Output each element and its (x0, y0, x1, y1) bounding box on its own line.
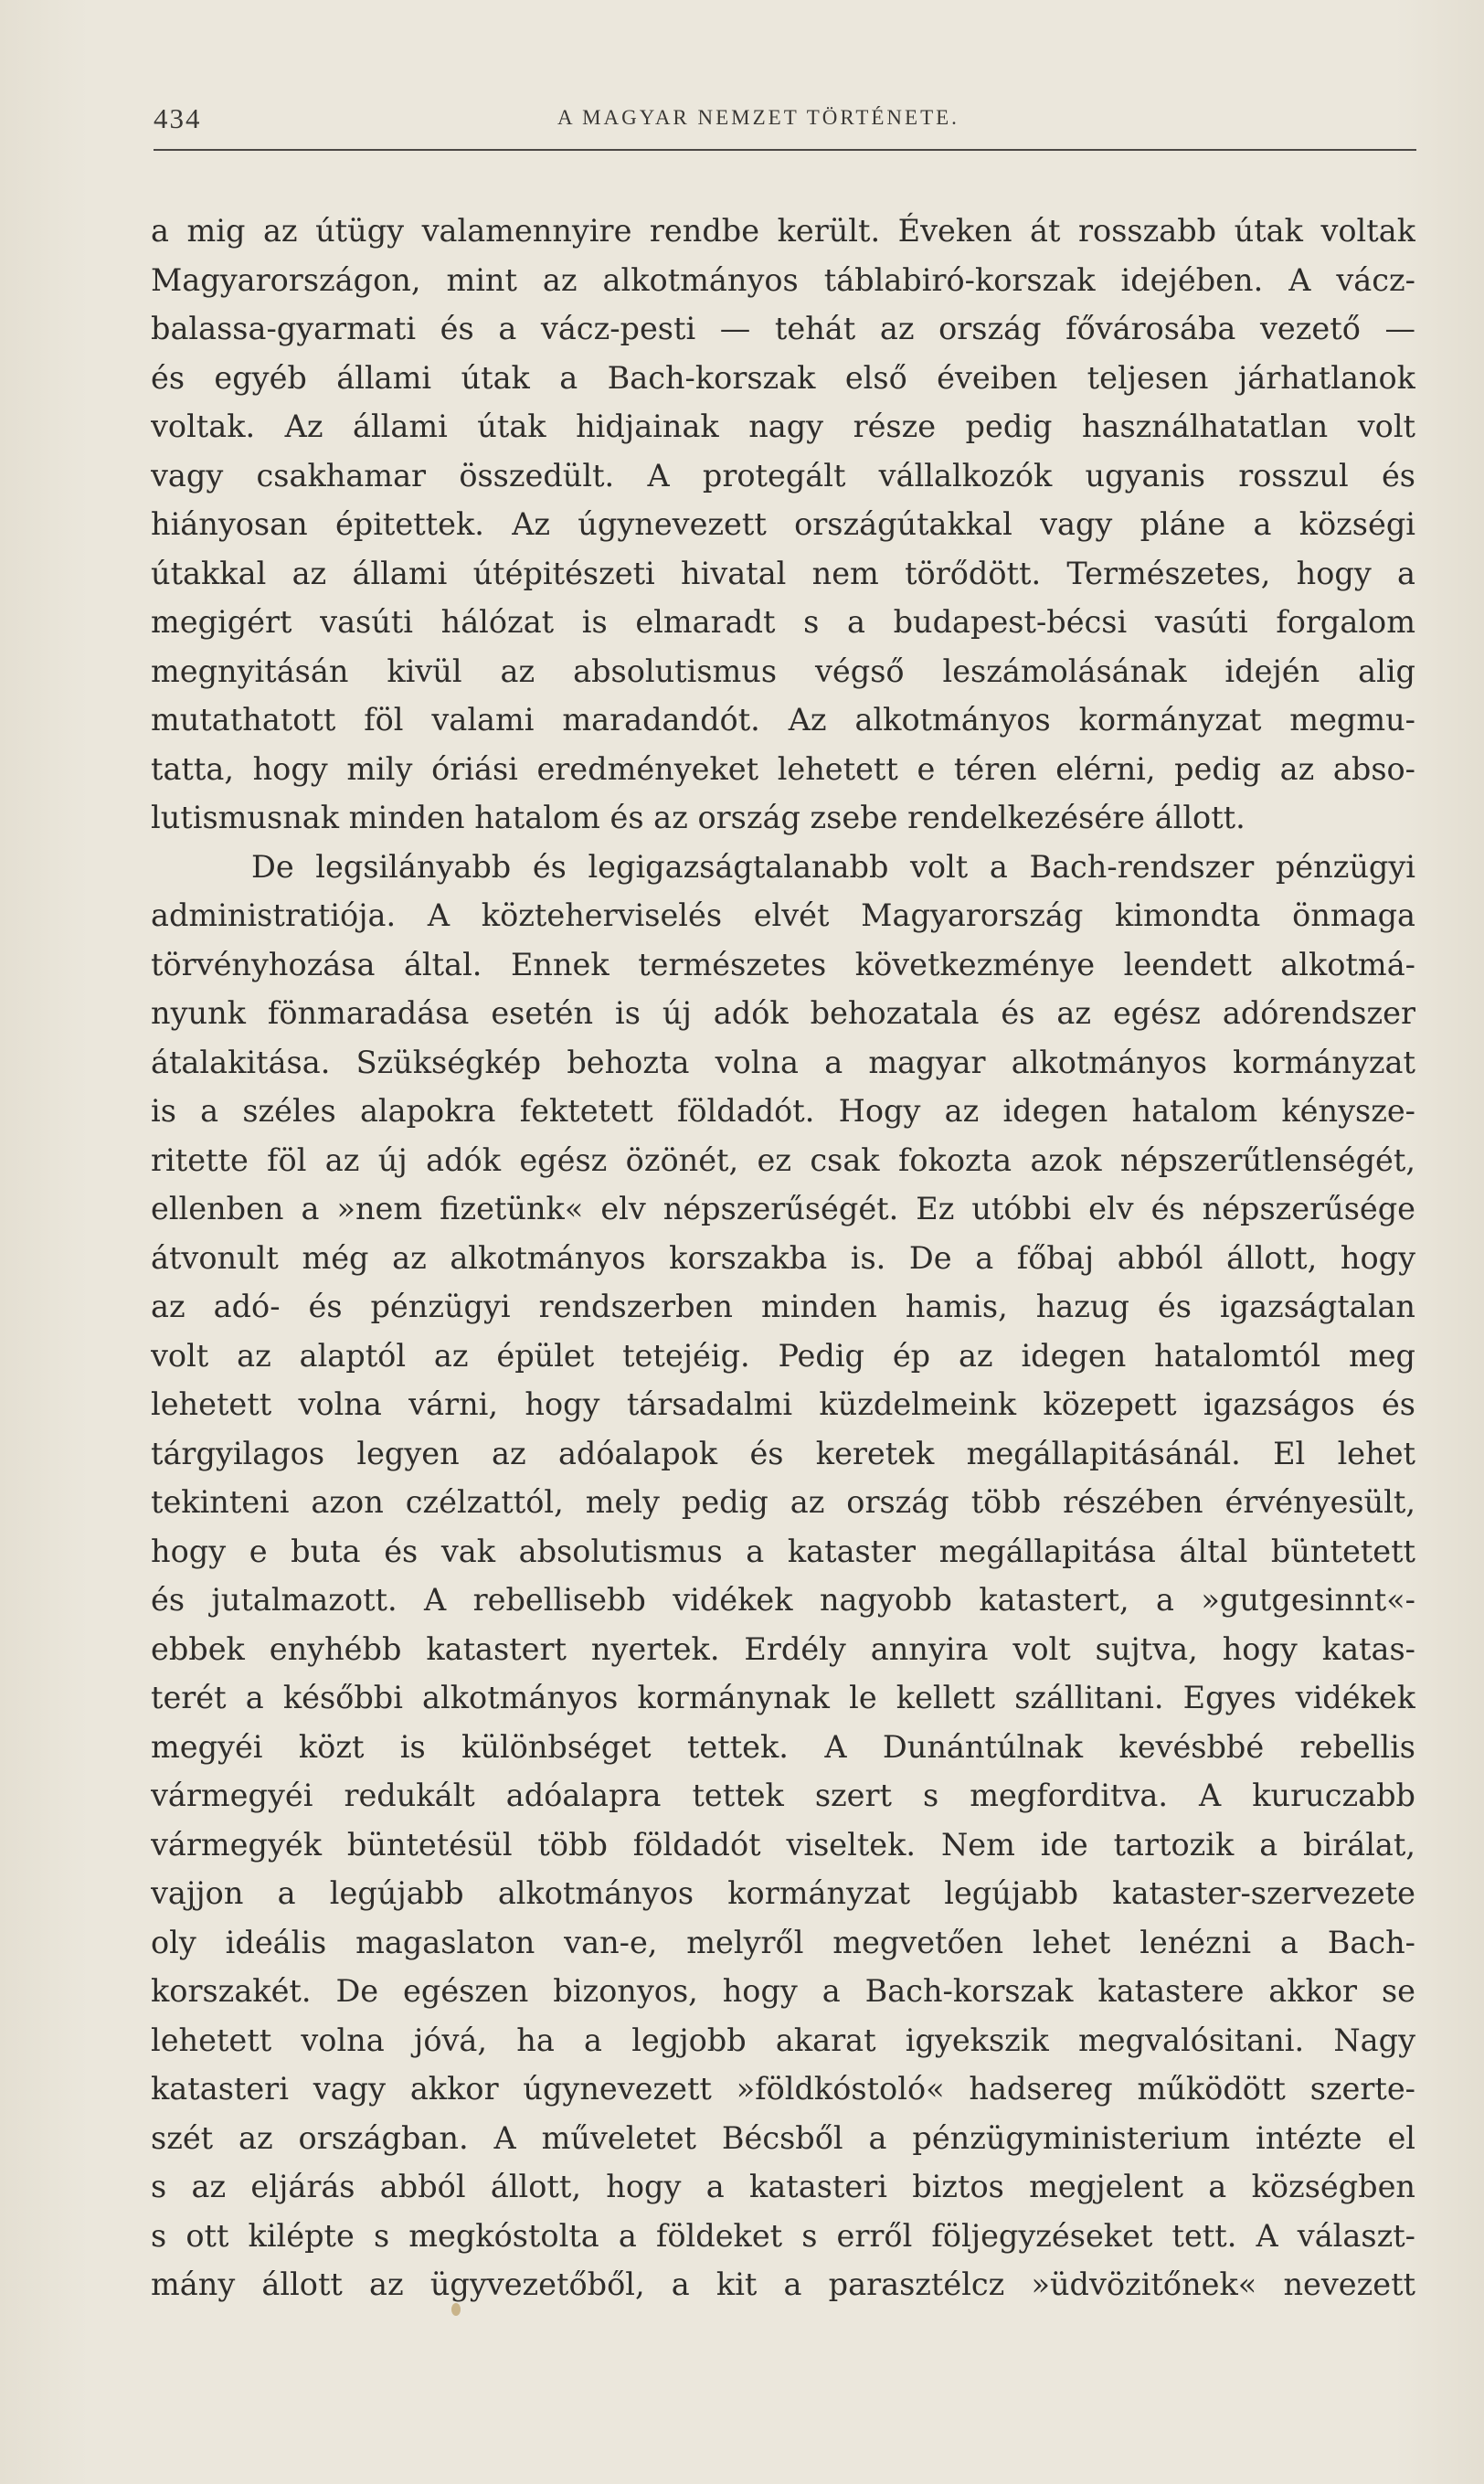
text-line: hogy e buta és vak absolutismus a kataster megállapitása által büntetett (151, 1533, 1415, 1569)
text-line: vajjon a legújabb alkotmányos kormányzat legújabb kataster-szervezete (151, 1875, 1415, 1911)
text-line: mány állott az ügyvezetőből, a kit a parasztélcz »üdvözitőnek« nevezett (151, 2266, 1415, 2302)
text-line: megigért vasúti hálózat is elmaradt s a budapest-bécsi vasúti forgalom (151, 604, 1415, 640)
text-line: is a széles alapokra fektetett földadót. Hogy az idegen hatalom kénysze- (151, 1093, 1415, 1129)
text-line: terét a későbbi alkotmányos kormánynak le kellett szállitani. Egyes vidékek (151, 1680, 1415, 1715)
text-line: Magyarországon, mint az alkotmányos táblabiró-korszak idejében. A vácz- (151, 261, 1415, 298)
text-line: hiányosan épitettek. Az úgynevezett országútakkal vagy pláne a községi (151, 506, 1415, 542)
paper-stain (451, 2303, 461, 2316)
text-line: volt az alaptól az épület tetejéig. Pedig ép az idegen hatalomtól meg (151, 1337, 1415, 1374)
text-line: megnyitásán kivül az absolutismus végső leszámolásának idején alig (151, 653, 1415, 689)
text-line: az adó- és pénzügyi rendszerben minden hamis, hazug és igazságtalan (151, 1289, 1415, 1324)
text-line: törvényhozása által. Ennek természetes következménye leendett alkotmá- (151, 946, 1415, 982)
text-line: lehetett volna jóvá, ha a legjobb akarat igyekszik megvalósitani. Nagy (151, 2022, 1415, 2058)
header-rule (154, 149, 1416, 151)
text-line: oly ideális magaslaton van-e, melyről megvetően lehet lenézni a Bach- (151, 1924, 1415, 1960)
text-line: lutismusnak minden hatalom és az ország zsebe rendelkezésére állott. (151, 800, 1246, 835)
text-line: vármegyék büntetésül több földadót viseltek. Nem ide tartozik a birálat, (151, 1826, 1415, 1863)
text-line: szét az országban. A műveletet Bécsből a pénzügyministerium intézte el (151, 2119, 1415, 2156)
text-line: vagy csakhamar összedült. A protegált vállalkozók ugyanis rosszul és (151, 457, 1415, 494)
text-line: ritette föl az új adók egész özönét, ez csak fokozta azok népszerűtlenségét, (151, 1141, 1415, 1178)
text-line: balassa-gyarmati és a vácz-pesti — tehát az ország fővárosába vezető — (151, 311, 1415, 346)
text-line: és egyéb állami útak a Bach-korszak első éveiben teljesen járhatlanok (151, 359, 1415, 396)
text-line: vármegyéi redukált adóalapra tettek szert s megforditva. A kuruczabb (151, 1778, 1415, 1813)
text-line: s az eljárás abból állott, hogy a katasteri biztos megjelent a községben (151, 2169, 1415, 2204)
text-line: útakkal az állami útépitészeti hivatal nem törődött. Természetes, hogy a (151, 555, 1415, 591)
text-line: s ott kilépte s megkóstolta a földeket s erről följegyzéseket tett. A választ- (151, 2217, 1415, 2254)
text-line: administratiója. A közteherviselés elvét Magyarország kimondta önmaga (151, 897, 1415, 933)
running-title: A MAGYAR NEMZET TÖRTÉNETE. (557, 106, 959, 129)
text-line: voltak. Az állami útak hidjainak nagy része pedig használhatatlan volt (151, 409, 1415, 444)
text-line: átalakitása. Szükségkép behozta volna a magyar alkotmányos kormányzat (151, 1044, 1415, 1080)
text-line: a mig az útügy valamennyire rendbe került. Éveken át rosszabb útak voltak (151, 213, 1415, 249)
text-line: katasteri vagy akkor úgynevezett »földkóstoló« hadsereg működött szerte- (151, 2071, 1415, 2107)
text-line: megyéi közt is különbséget tettek. A Dunántúlnak kevésbbé rebellis (151, 1728, 1415, 1765)
body-text (151, 207, 1415, 2309)
text-line: és jutalmazott. A rebellisebb vidékek nagyobb katastert, a »gutgesinnt«- (151, 1582, 1415, 1618)
text-line: tekinteni azon czélzattól, mely pedig az ország több részében érvényesült, (151, 1484, 1415, 1520)
text-line: lehetett volna várni, hogy társadalmi küzdelmeink közepett igazságos és (151, 1386, 1415, 1422)
text-line: átvonult még az alkotmányos korszakba is. De a főbaj abból állott, hogy (151, 1239, 1415, 1276)
text-line: mutathatott föl valami maradandót. Az alkotmányos kormányzat megmu- (151, 702, 1415, 738)
running-head (154, 102, 1416, 139)
text-line: nyunk fönmaradása esetén is új adók behozatala és az egész adórendszer (151, 995, 1415, 1031)
text-line: ellenben a »nem fizetünk« elv népszerűségét. Ez utóbbi elv és népszerűsége (151, 1191, 1415, 1226)
text-line: De legsilányabb és legigazságtalanabb volt a Bach-rendszer pénzügyi (251, 848, 1415, 885)
text-line: ebbek enyhébb katastert nyertek. Erdély annyira volt sujtva, hogy katas- (151, 1630, 1415, 1667)
text-line: tárgyilagos legyen az adóalapok és keretek megállapitásánál. El lehet (151, 1435, 1415, 1471)
page-number: 434 (154, 102, 202, 134)
text-line: tatta, hogy mily óriási eredményeket lehetett e téren elérni, pedig az abso- (151, 750, 1415, 787)
text-line: korszakét. De egészen bizonyos, hogy a Bach-korszak katastere akkor se (151, 1973, 1415, 2009)
